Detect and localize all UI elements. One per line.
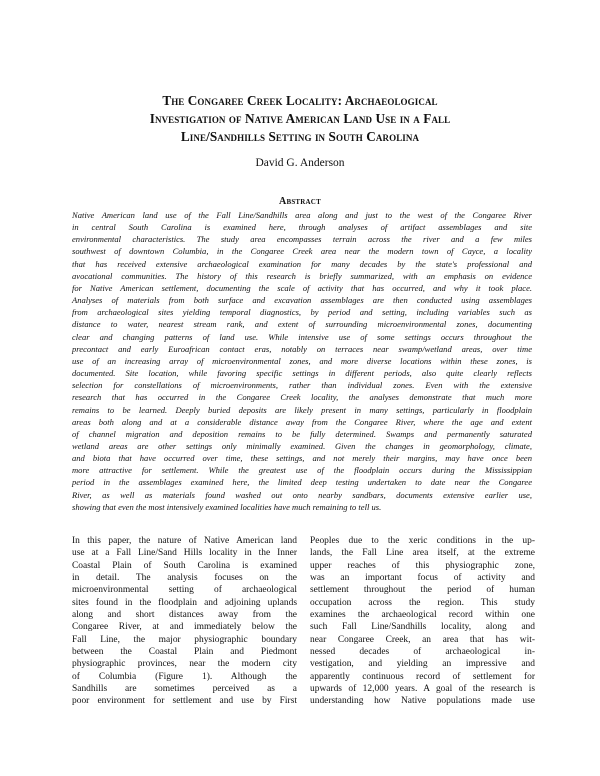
text-line: in central South Carolina is examined here, through analyses of artifact assemblages and site	[72, 222, 532, 233]
title-line: The Congaree Creek Locality: Archaeological	[162, 93, 438, 108]
text-line: southwest of downtown Columbia, in the Congaree Creek area near the modern town of Cayce, a locality	[72, 246, 532, 257]
text-line: along and short distances away from the	[72, 610, 297, 621]
text-line: remains to be learned. Deeply buried deposits are likely present in many settings, particularly in floodplain	[72, 404, 532, 415]
title-line: Investigation of Native American Land Use in a Fall	[149, 111, 451, 126]
text-line: of channel migration and deposition remains to be fully determined. Swamps and permanently saturated	[72, 428, 532, 439]
text-line: selection for constellations of microenvironments, rather than individual zones. Even with the extensive	[72, 380, 532, 391]
text-line: Analyses of materials from both surface and excavation assemblages are then conducted using assemblages	[72, 295, 532, 306]
text-line: nessed decades of archaeological in-	[310, 647, 535, 658]
text-line: sites found in the floodplain and adjoining uplands	[72, 597, 297, 608]
text-line: River, as well as materials found washed out onto nearby sandbars, documents extensive earlier use,	[72, 489, 532, 500]
text-line: poor environment for settlement and use by First	[72, 696, 297, 707]
author-name: David G. Anderson	[255, 157, 345, 169]
text-line: distance to water, nearest stream rank, and extent of surrounding microenvironmental zones, documenting	[72, 319, 532, 330]
text-line: occupation across the region. This study	[310, 597, 535, 608]
text-line: documented. Site location, while favoring specific settings in different periods, also quite clearly reflects	[72, 368, 532, 379]
text-line: that has received extensive archaeological examination for many decades by the state's professional and	[72, 258, 532, 269]
body-column-right	[310, 535, 535, 708]
paper-title	[90, 92, 510, 146]
text-line: period in the assemblages examined here, the limited deep testing undertaken to date near the Congaree	[72, 477, 532, 488]
text-line: apparently continuous record of settlement for	[310, 671, 535, 682]
text-line: Sandhills are sometimes perceived as a	[72, 684, 297, 695]
text-line: environmental characteristics. The study area encompasses terrain across the river and a few miles	[72, 234, 532, 245]
text-line: clear and changing patterns of land use. While intensive use of some settings occurs throughout the	[72, 331, 532, 342]
abstract-heading: Abstract	[279, 196, 321, 207]
text-line: near Congaree Creek, an area that has wit-	[310, 634, 535, 645]
abstract-text	[72, 209, 532, 513]
text-line: areas both along and at a considerable distance away from the Congaree River, where the age and extent	[72, 416, 532, 427]
text-line: lands, the Fall Line area itself, at the extreme	[310, 548, 535, 559]
text-line: Congaree River, at and immediately below the	[72, 622, 297, 633]
text-line: microenvironmental setting of archaeological	[72, 585, 297, 596]
text-line: settlement throughout the period of human	[310, 585, 535, 596]
text-line: was an important focus of activity and	[310, 573, 535, 584]
text-line: examines the archaeological record within one	[310, 610, 535, 621]
text-line: from archaeological sites yielding temporal diagnostics, by period and setting, including variables such as	[72, 307, 532, 318]
text-line: precontact and early Euroafrican contact eras, notably on terraces near swamp/wetland areas, over time	[72, 343, 532, 354]
text-line: Coastal Plain of South Carolina is examined	[72, 560, 297, 571]
text-line: in detail. The analysis focuses on the	[72, 573, 297, 584]
text-line: more attractive for settlement. While the greatest use of the floodplain occurs during the Mississippian	[72, 465, 532, 476]
text-line: physiographic provinces, near the modern city	[72, 659, 297, 670]
text-line: use of an increasing array of microenvironmental zones, and more diverse locations within these zones, is	[72, 355, 532, 366]
title-line: Line/Sandhills Setting in South Carolina	[180, 129, 420, 144]
text-line: such Fall Line/Sandhills locality, along and	[310, 622, 535, 633]
text-line: upper reaches of this physiographic zone,	[310, 560, 535, 571]
body-column-left	[72, 535, 297, 708]
text-line: for Native American settlement, documenting the scale of activity that has occurred, and why it took place.	[72, 282, 532, 293]
text-line: and biota that have occurred over time, these settings, and not merely their margins, may have once been	[72, 453, 532, 464]
text-line: wetland areas are other settings only minimally examined. Given the changes in geomorphology, climate,	[72, 440, 532, 451]
text-line: Fall Line, the major physiographic boundary	[72, 634, 297, 645]
text-line: of Columbia (Figure 1). Although the	[72, 671, 297, 682]
text-line: vestigation, and yielding an impressive and	[310, 659, 535, 670]
text-line: understanding how Native populations made use	[310, 696, 535, 707]
text-line: use at a Fall Line/Sand Hills locality in the Inner	[72, 548, 297, 559]
text-line: avocational communities. The history of this research is briefly summarized, with an emphasis on evidence	[72, 270, 532, 281]
text-line: In this paper, the nature of Native American land	[72, 536, 297, 546]
text-line: upwards of 12,000 years. A goal of the research is	[310, 684, 535, 695]
text-line: between the Coastal Plain and Piedmont	[72, 647, 297, 658]
text-line: research that has occurred in the Congaree Creek locality, the analyses demonstrate that much more	[72, 392, 532, 403]
text-line: showing that even the most intensively examined localities have much remaining to tell us.	[72, 501, 382, 512]
text-line: Peoples due to the xeric conditions in the up-	[310, 536, 535, 546]
text-line: Native American land use of the Fall Line/Sandhills area along and just to the west of the Congaree River	[72, 210, 532, 220]
